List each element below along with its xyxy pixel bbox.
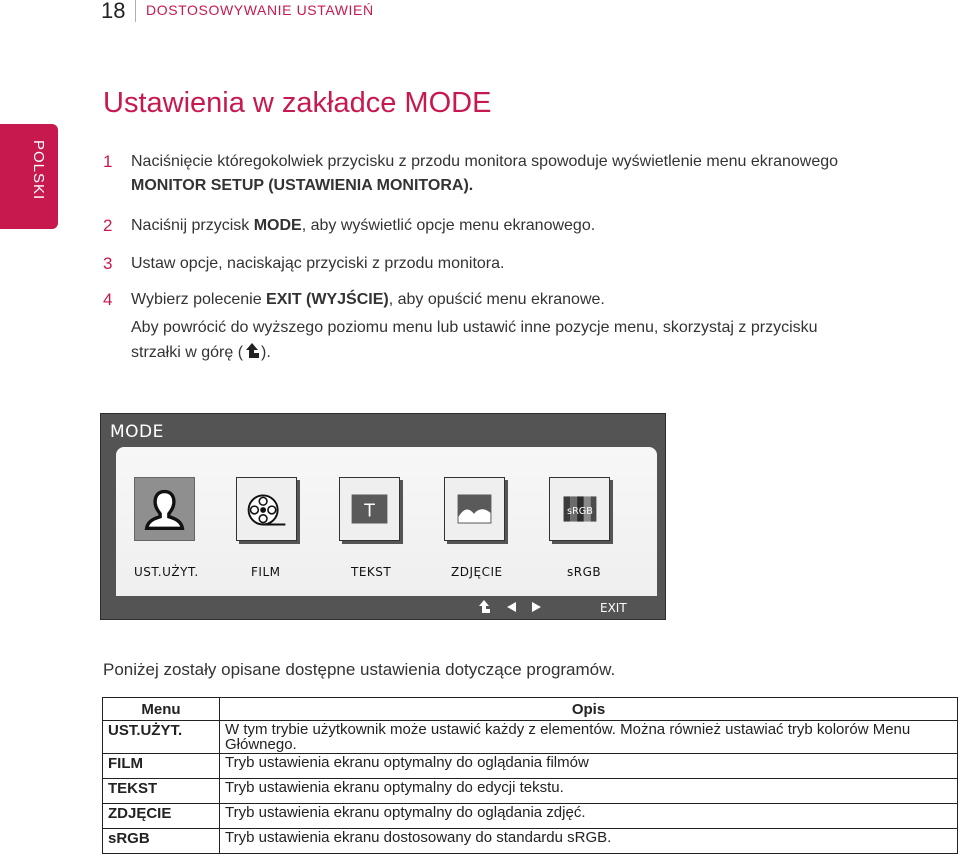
return-up-arrow-icon[interactable] (476, 599, 492, 615)
step-text: Naciśnij przycisk MODE, aby wyświetlić opcje menu ekranowego. (131, 217, 596, 234)
mode-label: ZDJĘCIE (451, 565, 503, 579)
table-intro-text: Poniżej zostały opisane dostępne ustawienia dotyczące programów. (103, 660, 616, 679)
mode-name-cell: sRGB (103, 829, 220, 854)
step-text: Wybierz polecenie EXIT (WYJŚCIE), aby opuścić menu ekranowe. (131, 291, 605, 308)
mode-desc-cell: W tym trybie użytkownik może ustawić każdy z elementów. Można również ustawiać tryb kolorów Menu Głównego. (220, 721, 958, 754)
step-number: 2 (103, 216, 113, 235)
table-row (103, 754, 958, 779)
film-reel-icon[interactable] (236, 477, 297, 541)
mode-label: sRGB (567, 565, 602, 579)
osd-title: MODE (110, 422, 164, 442)
table-header-opis: Opis (220, 698, 958, 721)
section-title: DOSTOSOWYWANIE USTAWIEŃ (146, 2, 374, 18)
osd-nav-bar (116, 596, 657, 619)
mode-label: FILM (251, 565, 281, 579)
header-divider (135, 0, 136, 22)
left-arrow-icon[interactable] (505, 601, 517, 613)
page-title: Ustawienia w zakładce MODE (103, 87, 492, 119)
text-t-glyph: T (364, 501, 375, 522)
srgb-glyph: sRGB (567, 505, 593, 517)
language-side-tab (0, 124, 58, 229)
step-number: 3 (103, 254, 113, 273)
table-row (103, 779, 958, 804)
step-text: MONITOR SETUP (USTAWIENIA MONITORA). (131, 177, 474, 194)
page-number: 18 (101, 0, 126, 23)
srgb-icon[interactable] (549, 477, 610, 541)
mode-label: UST.UŻYT. (134, 565, 199, 579)
step-text: strzałki w górę ( ). (131, 344, 271, 361)
step-number: 4 (103, 290, 113, 309)
step-text: Naciśnięcie któregokolwiek przycisku z przodu monitora spowoduje wyświetlenie menu ekranowego (131, 153, 839, 170)
mode-desc-cell: Tryb ustawienia ekranu optymalny do oglądania filmów (220, 754, 958, 779)
mode-name-cell: FILM (103, 754, 220, 779)
mode-label: TEKST (351, 565, 392, 579)
mode-desc-cell: Tryb ustawienia ekranu dostosowany do standardu sRGB. (220, 829, 958, 854)
step-text: Ustaw opcje, naciskając przyciski z przodu monitora. (131, 255, 505, 272)
modes-table (102, 697, 958, 854)
right-arrow-icon[interactable] (531, 601, 543, 613)
exit-button[interactable]: EXIT (600, 601, 627, 615)
table-row (103, 829, 958, 854)
table-row (103, 804, 958, 829)
photo-landscape-icon[interactable] (444, 477, 505, 541)
table-header-menu: Menu (103, 698, 220, 721)
step-number: 1 (103, 152, 113, 171)
step-text: Aby powrócić do wyższego poziomu menu lub ustawić inne pozycje menu, skorzystaj z przycisku (131, 319, 818, 336)
table-row (103, 721, 958, 754)
text-t-icon[interactable] (339, 477, 400, 541)
mode-desc-cell: Tryb ustawienia ekranu optymalny do oglądania zdjęć. (220, 804, 958, 829)
mode-name-cell: UST.UŻYT. (103, 721, 220, 754)
mode-name-cell: TEKST (103, 779, 220, 804)
user-icon[interactable] (134, 477, 195, 541)
mode-name-cell: ZDJĘCIE (103, 804, 220, 829)
language-label: POLSKI (30, 140, 47, 201)
mode-desc-cell: Tryb ustawienia ekranu optymalny do edycji tekstu. (220, 779, 958, 804)
return-up-arrow-icon (243, 342, 261, 360)
